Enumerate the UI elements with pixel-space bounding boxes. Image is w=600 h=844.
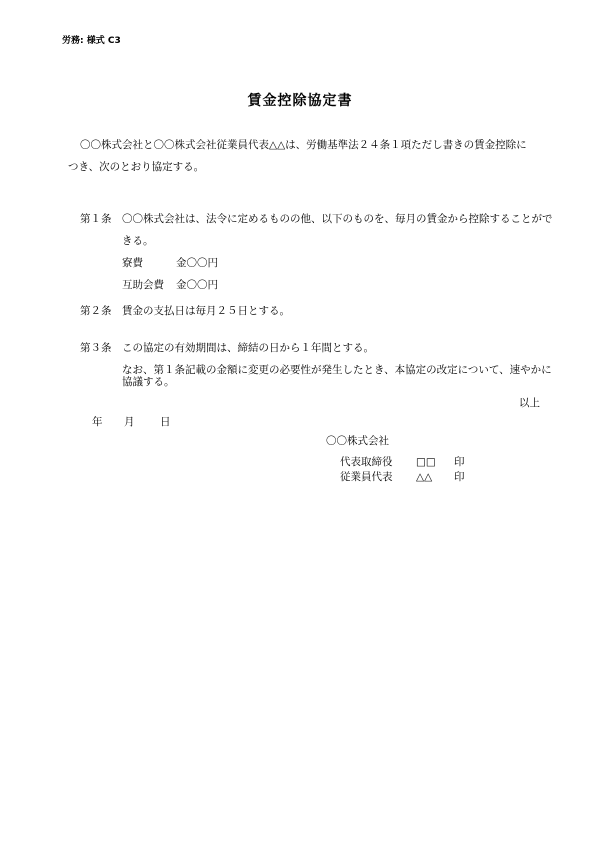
closing-mark: 以上 bbox=[519, 397, 540, 409]
signature-rep-name: □□ bbox=[416, 456, 436, 468]
seal-mark: 印 bbox=[454, 471, 465, 483]
deduction-item-value: 金〇〇円 bbox=[176, 279, 218, 291]
article-2-number: 第２条 bbox=[80, 305, 112, 317]
deduction-item-value: 金〇〇円 bbox=[176, 257, 218, 269]
seal-mark: 印 bbox=[454, 456, 465, 468]
signature-emp-name: △△ bbox=[416, 471, 433, 483]
article-1-line-2: きる。 bbox=[122, 235, 154, 247]
article-1-number: 第１条 bbox=[80, 213, 112, 225]
article-1-line-1: 〇〇株式会社は、法令に定めるものの他、以下のものを、毎月の賃金から控除することがで bbox=[122, 213, 553, 225]
article-3-line-3: 協議する。 bbox=[122, 376, 175, 388]
deduction-item-label: 寮費 bbox=[122, 257, 143, 269]
article-3-number: 第３条 bbox=[80, 342, 112, 354]
signature-rep-title: 代表取締役 bbox=[340, 456, 393, 468]
document-title: 賃金控除協定書 bbox=[247, 93, 353, 109]
intro-line-2: つき、次のとおり協定する。 bbox=[68, 161, 205, 173]
form-label: 労務: 様式 C3 bbox=[62, 36, 121, 46]
deduction-item-label: 互助会費 bbox=[122, 279, 164, 291]
date-month: 月 bbox=[124, 416, 135, 428]
date-year: 年 bbox=[92, 416, 103, 428]
article-2-line-1: 賃金の支払日は毎月２５日とする。 bbox=[122, 305, 290, 317]
date-day: 日 bbox=[160, 416, 171, 428]
signature-emp-title: 従業員代表 bbox=[340, 471, 393, 483]
article-3-line-2: なお、第１条記載の金額に変更の必要性が発生したとき、本協定の改定について、速やかに bbox=[122, 364, 552, 376]
article-3-line-1: この協定の有効期間は、締結の日から１年間とする。 bbox=[122, 342, 374, 354]
intro-line-1: 〇〇株式会社と〇〇株式会社従業員代表△△は、労働基準法２４条１項ただし書きの賃金控除に bbox=[80, 139, 527, 151]
signature-company: 〇〇株式会社 bbox=[326, 435, 389, 447]
